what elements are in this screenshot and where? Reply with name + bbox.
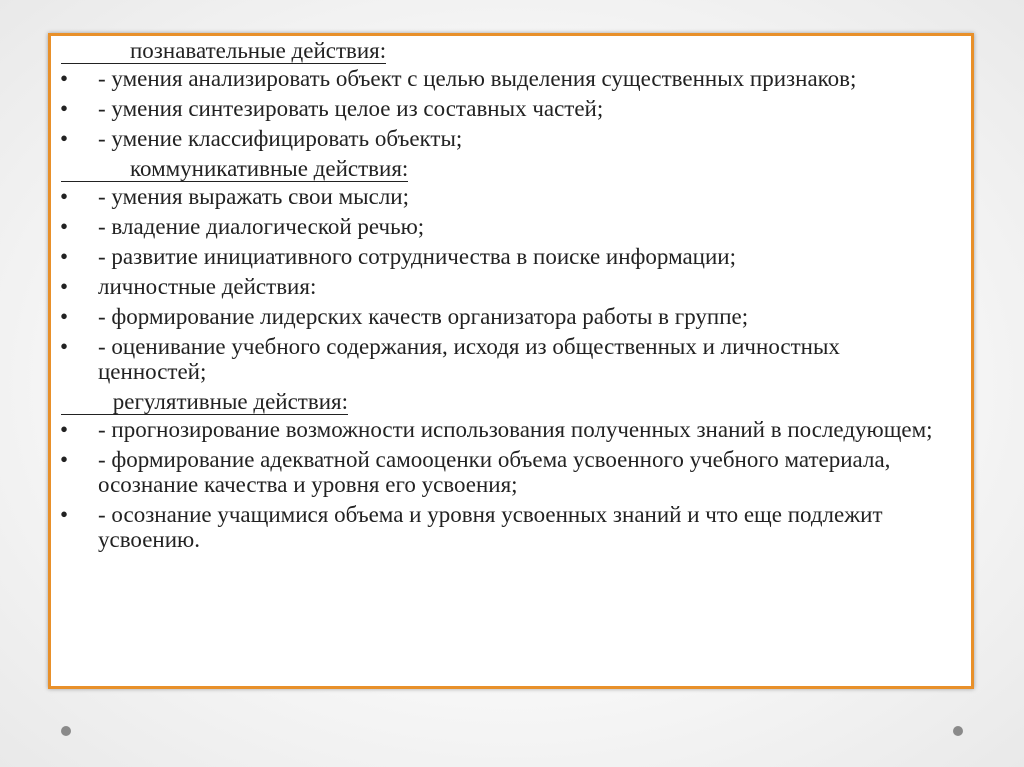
bullet-item-personal-heading bbox=[51, 274, 971, 299]
bullet-item bbox=[51, 447, 971, 497]
bullet-icon: • bbox=[60, 214, 69, 239]
bullet-text: - развитие инициативного сотрудничества в поиске информации; bbox=[98, 244, 737, 269]
bullet-item bbox=[51, 244, 971, 269]
corner-dot-right-icon bbox=[953, 726, 963, 736]
bullet-item bbox=[51, 214, 971, 239]
bullet-text: - умения выражать свои мысли; bbox=[98, 184, 409, 209]
bullet-icon: • bbox=[60, 304, 69, 329]
bullet-icon: • bbox=[60, 447, 69, 472]
bullet-icon: • bbox=[60, 126, 69, 151]
bullet-icon: • bbox=[60, 334, 69, 359]
heading-communicative bbox=[51, 156, 971, 184]
bullet-item bbox=[51, 304, 971, 329]
heading-cognitive-text: познавательные действия: bbox=[61, 38, 386, 64]
heading-cognitive bbox=[51, 38, 971, 66]
bullet-text: - формирование лидерских качеств организатора работы в группе; bbox=[98, 304, 749, 329]
bullet-text: - прогнозирование возможности использования полученных знаний в последующем; bbox=[98, 417, 933, 442]
heading-communicative-text: коммуникативные действия: bbox=[61, 156, 408, 182]
bullet-icon: • bbox=[60, 502, 69, 527]
bullet-icon: • bbox=[60, 184, 69, 209]
bullet-icon: • bbox=[60, 66, 69, 91]
slide-frame bbox=[48, 33, 974, 689]
bullet-item bbox=[51, 334, 971, 384]
bullet-item bbox=[51, 502, 971, 552]
bullet-icon: • bbox=[60, 274, 69, 299]
bullet-text: - умения анализировать объект с целью выделения существенных признаков; bbox=[98, 66, 857, 91]
bullet-text: личностные действия: bbox=[98, 274, 317, 299]
bullet-text: - владение диалогической речью; bbox=[98, 214, 425, 239]
bullet-item bbox=[51, 126, 971, 151]
bullet-item bbox=[51, 96, 971, 121]
bullet-item bbox=[51, 184, 971, 209]
bullet-item bbox=[51, 417, 971, 442]
corner-dot-left-icon bbox=[61, 726, 71, 736]
bullet-text: - формирование адекватной самооценки объема усвоенного учебного материала, осознание качества и уровня его усвоения; bbox=[98, 447, 891, 497]
bullet-text: - осознание учащимися объема и уровня усвоенных знаний и что еще подлежит усвоению. bbox=[98, 502, 883, 552]
slide-content bbox=[51, 38, 971, 557]
heading-regulatory bbox=[51, 389, 971, 417]
bullet-icon: • bbox=[60, 417, 69, 442]
heading-regulatory-text: регулятивные действия: bbox=[61, 389, 348, 415]
bullet-text: - умения синтезировать целое из составных частей; bbox=[98, 96, 604, 121]
bullet-text: - умение классифицировать объекты; bbox=[98, 126, 463, 151]
bullet-icon: • bbox=[60, 96, 69, 121]
bullet-text: - оценивание учебного содержания, исходя из общественных и личностных ценностей; bbox=[98, 334, 840, 384]
bullet-item bbox=[51, 66, 971, 91]
bullet-icon: • bbox=[60, 244, 69, 269]
